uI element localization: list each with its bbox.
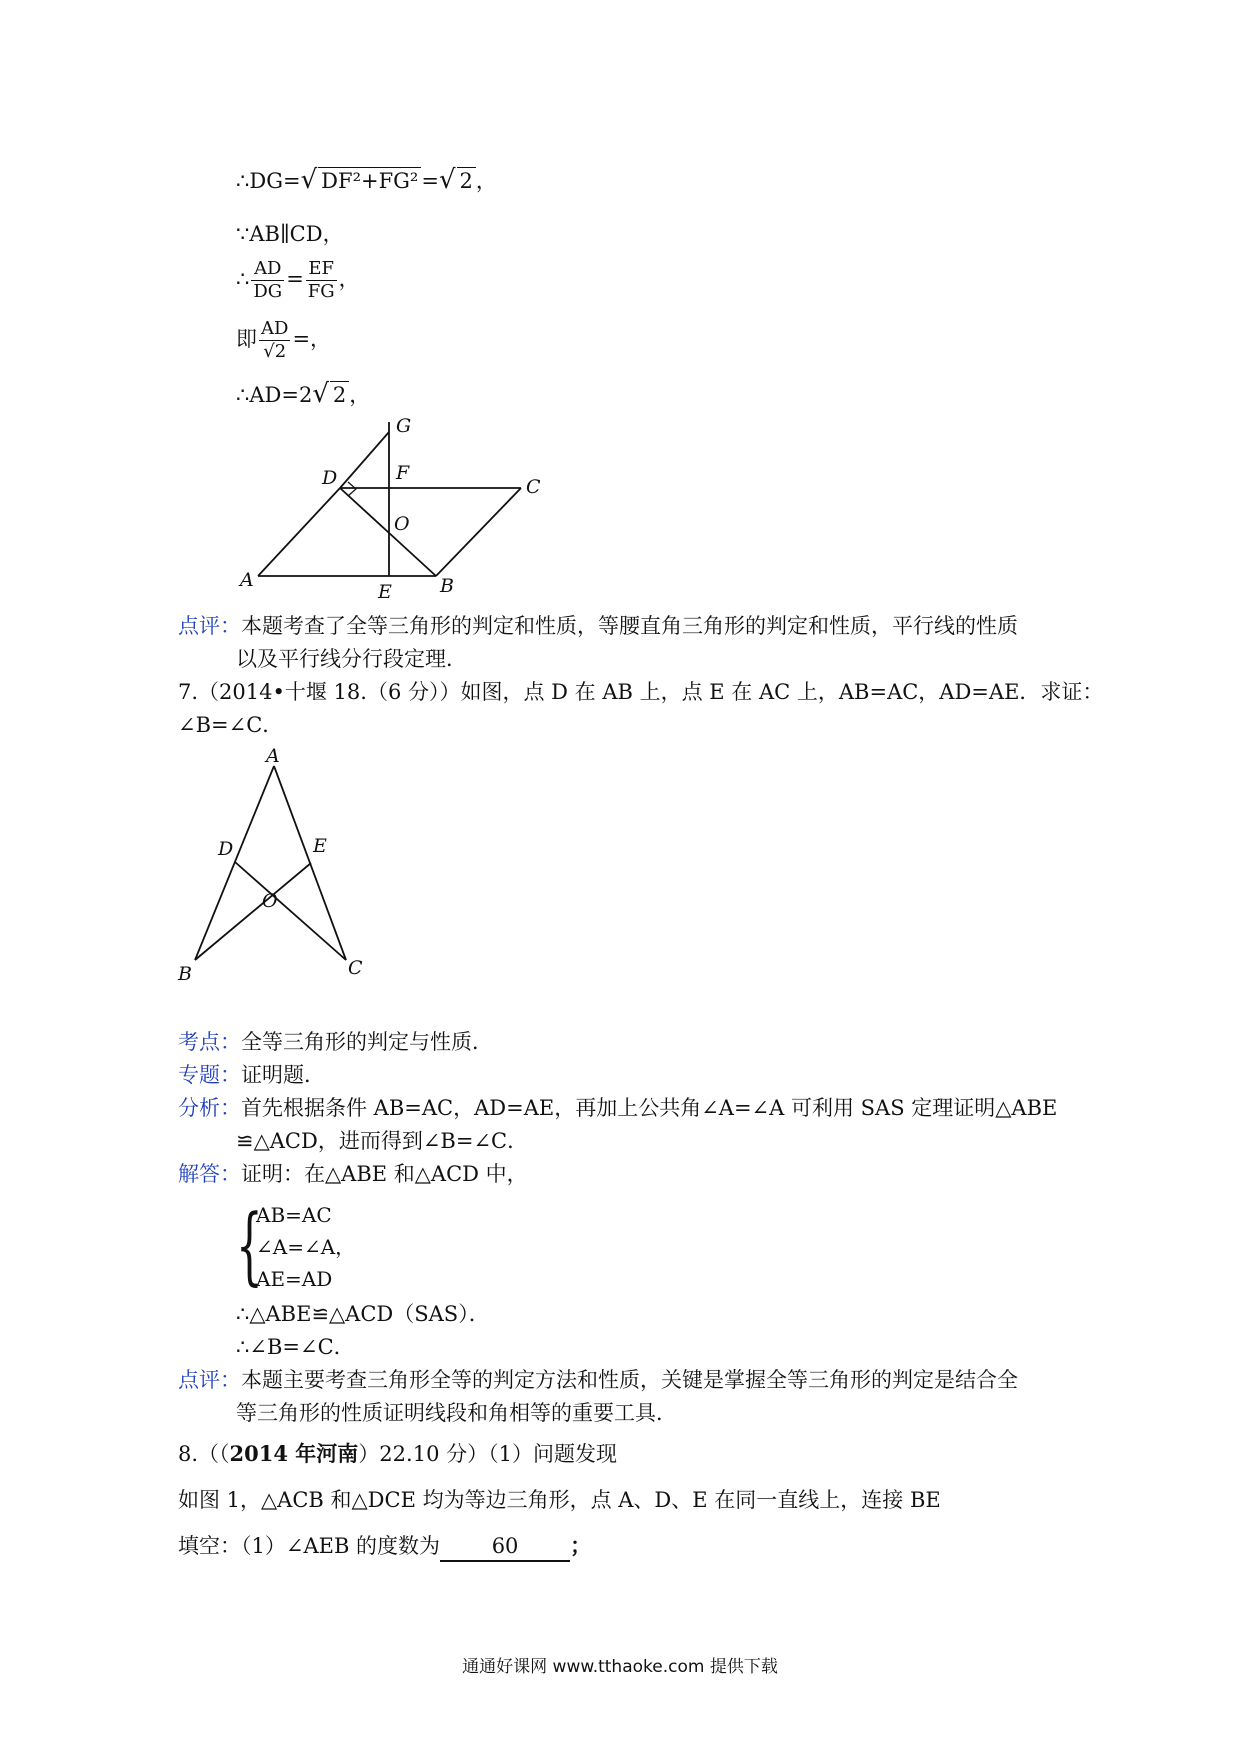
label-A: A — [266, 745, 280, 767]
label-G: G — [396, 415, 412, 437]
ratio-line: ∴ $\frac{AD}{DG}$ = $\frac{EF}{FG}$ ， — [236, 258, 360, 302]
dg-radicand: DF²+FG² — [318, 167, 421, 194]
label-E: E — [378, 581, 392, 603]
label-C: C — [526, 476, 541, 498]
jieda-line1: 解答：证明：在△ABE 和△ACD 中， — [178, 1162, 528, 1186]
kaodian-line: 考点：全等三角形的判定与性质． — [178, 1030, 493, 1054]
fenxi-line2: ≌△ACD，进而得到∠B=∠C． — [236, 1129, 529, 1153]
q8-line1: 8.（（2014 年河南）22.10 分）（1）问题发现 — [178, 1441, 617, 1466]
left-brace: { — [236, 1196, 263, 1294]
jieda-line2: ∴△ABE≌△ACD（SAS）． — [236, 1302, 490, 1326]
brace-row-1: AB=AC — [256, 1203, 332, 1227]
fraction-ef-fg: $\frac{EF}{FG}$ — [307, 258, 335, 302]
label-C: C — [348, 957, 363, 979]
comment6-line1: 点评：本题考查了全等三角形的判定和性质，等腰直角三角形的判定和性质，平行线的性质 — [178, 614, 1018, 638]
dg-line: ∴DG=√ DF²+FG² =√ 2 ， — [236, 165, 497, 195]
fenxi-line1: 分析：首先根据条件 AB=AC，AD=AE，再加上公共角∠A=∠A 可利用 SAS 定理证明△ABE — [178, 1096, 1058, 1120]
ji-line: 即 $\frac{AD}{√2}$ =， — [236, 318, 332, 362]
zhuanti-line: 专题：证明题． — [178, 1063, 325, 1087]
brace-row-3: AE=AD — [256, 1267, 333, 1291]
label-F: F — [396, 462, 410, 484]
fraction-ad-dg: $\frac{AD}{DG}$ — [253, 258, 283, 302]
label-B: B — [178, 963, 192, 985]
label-D: D — [322, 467, 338, 489]
label-D: D — [218, 838, 234, 860]
comment7-line2: 等三角形的性质证明线段和角相等的重要工具． — [236, 1401, 677, 1425]
jieda-line3: ∴∠B=∠C． — [236, 1335, 355, 1359]
label-O: O — [394, 513, 410, 535]
label-B: B — [440, 575, 454, 597]
figure-triangle — [170, 745, 370, 988]
footer: 通通好课网 www.tthaoke.com 提供下载 — [462, 1657, 778, 1677]
comment6-line2: 以及平行线分行段定理． — [236, 647, 467, 671]
brace-row-2: ∠A=∠A， — [256, 1235, 356, 1259]
answer-blank: 60 — [440, 1532, 570, 1562]
ad-result-line: ∴AD=2√ 2 ， — [236, 379, 371, 409]
brace-system — [236, 1197, 436, 1293]
parallel-line: ∵AB∥CD， — [236, 222, 344, 246]
q8-line2: 如图 1，△ACB 和△DCE 均为等边三角形，点 A、D、E 在同一直线上，连接 BE — [178, 1488, 941, 1512]
q8-fill-line: 填空：（1）∠AEB 的度数为 60 ； — [178, 1532, 591, 1562]
fraction-ad-sqrt2: $\frac{AD}{√2}$ — [261, 318, 289, 362]
figure-parallelogram — [236, 412, 541, 603]
label-A: A — [240, 569, 254, 591]
q7-line1: 7.（2014•十堰 18.（6 分））如图，点 D 在 AB 上，点 E 在 AC 上，AB=AC，AD=AE．求证： — [178, 680, 1104, 704]
label-E: E — [313, 835, 327, 857]
label-O: O — [262, 890, 278, 912]
q7-line2: ∠B=∠C． — [178, 713, 284, 737]
comment7-line1: 点评：本题主要考查三角形全等的判定方法和性质，关键是掌握全等三角形的判定是结合全 — [178, 1368, 1018, 1392]
